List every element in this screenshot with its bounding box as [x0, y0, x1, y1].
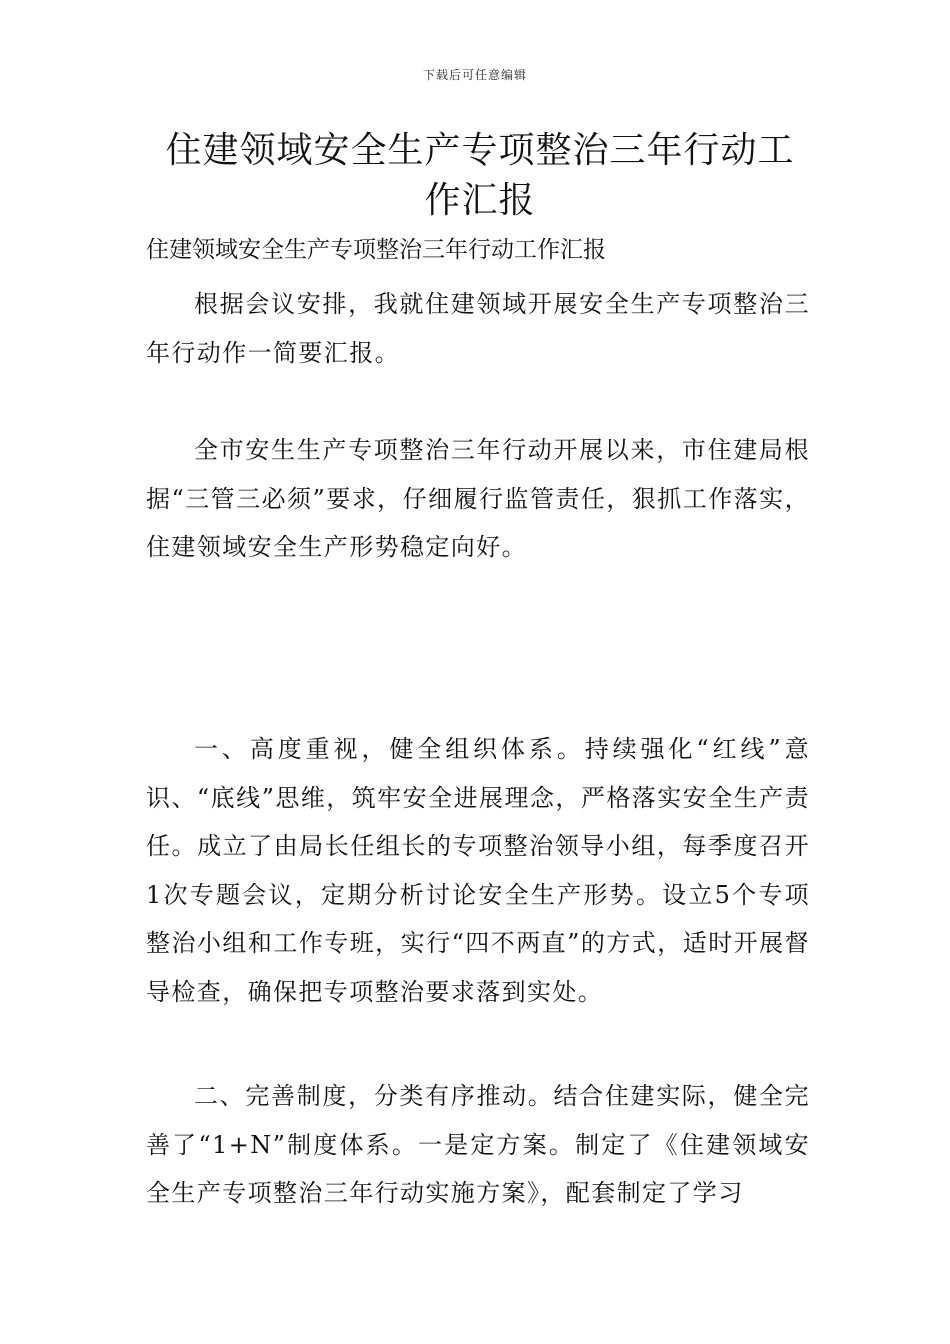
document-subtitle: 住建领域安全生产专项整治三年行动工作汇报: [146, 237, 606, 263]
paragraph-overview: 全市安生生产专项整治三年行动开展以来，市住建局根据“三管三必须”要求，仔细履行监管责任，狠抓工作落实，住建领域安全生产形势稳定向好。: [146, 436, 810, 561]
paragraph-intro: 根据会议安排，我就住建领域开展安全生产专项整治三年行动作一简要汇报。: [146, 290, 810, 367]
paragraph-section-one: 一、高度重视，健全组织体系。持续强化“红线”意识、“底线”思维，筑牢安全进展理念，严格落实安全生产责任。成立了由局长任组长的专项整治领导小组，每季度召开1次专题会议，定期分析讨论安全生产形势。设立5个专项整治小组和工作专班，实行“四不两直”的方式，适时开展督导检查，确保把专项整治要求落到实处。: [146, 735, 810, 1006]
document-title: 住建领域安全生产专项整治三年行动工作汇报: [165, 130, 795, 221]
header-note: 下载后可任意编辑: [422, 68, 527, 82]
paragraph-section-two: 二、完善制度，分类有序推动。结合住建实际，健全完善了“1+N”制度体系。一是定方案。制定了《住建领域安全生产专项整治三年行动实施方案》，配套制定了学习: [146, 1082, 810, 1207]
